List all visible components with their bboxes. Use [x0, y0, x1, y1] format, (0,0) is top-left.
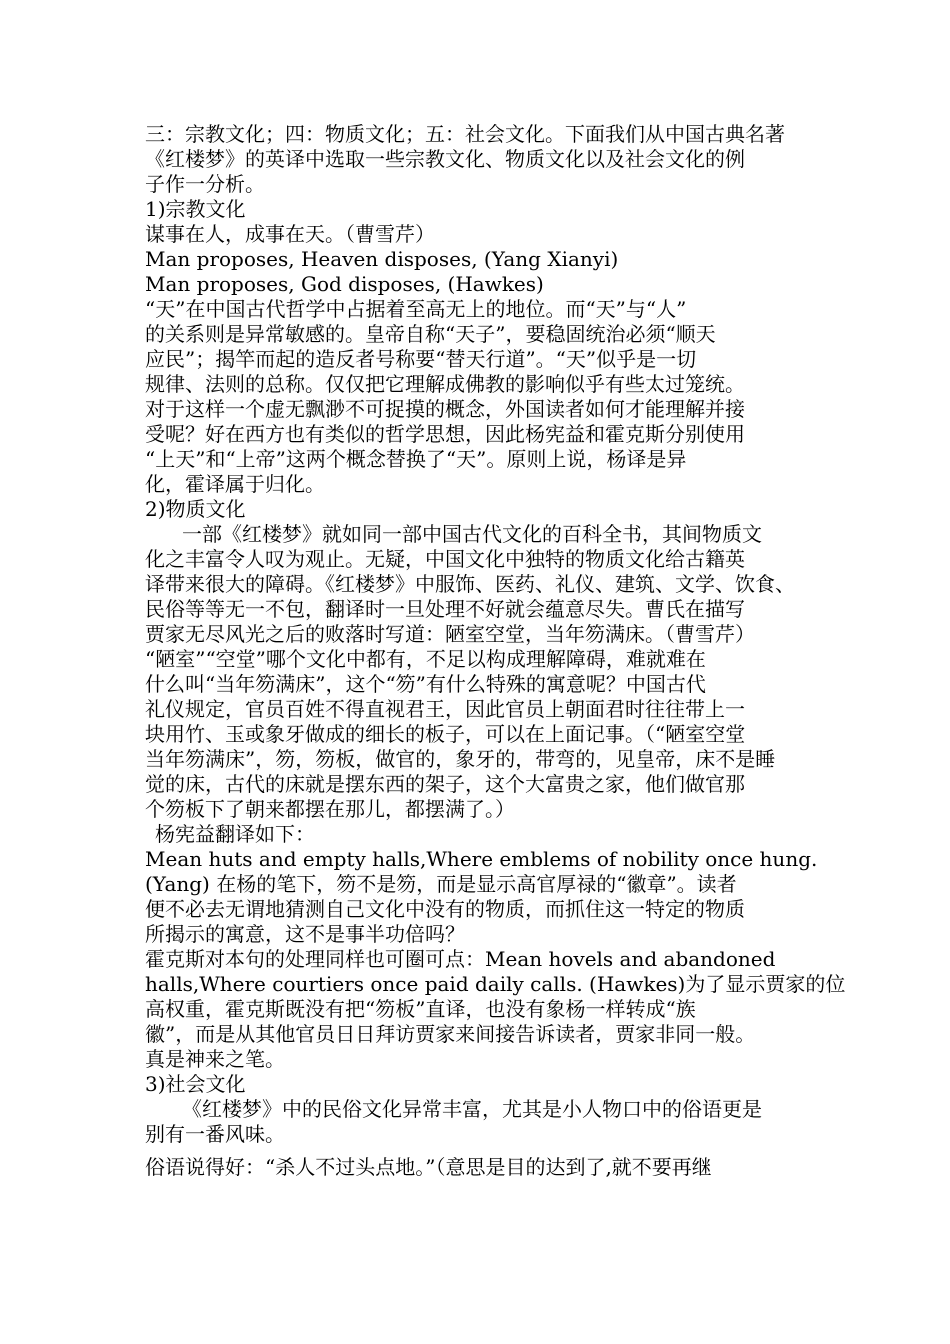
text-line: 的关系则是异常敏感的。皇帝自称“天子”，要稳固统治必须“顺天 [145, 322, 716, 346]
text-line: 《红楼梦》的英译中选取一些宗教文化、物质文化以及社会文化的例 [145, 147, 745, 171]
text-line: 谋事在人，成事在天。（曹雪芹） [145, 222, 435, 246]
text-line: 一部《红楼梦》就如同一部中国古代文化的百科全书，其间物质文 [182, 522, 762, 546]
text-line: 真是神来之笔。 [145, 1047, 285, 1071]
text-line: 受呢？好在西方也有类似的哲学思想，因此杨宪益和霍克斯分别使用 [145, 422, 745, 446]
text-line: 礼仪规定，官员百姓不得直视君王，因此官员上朝面君时往往带上一 [145, 697, 745, 721]
text-line: 《红楼梦》中的民俗文化异常丰富，尤其是小人物口中的俗语更是 [182, 1097, 762, 1121]
text-line: halls,Where courtiers once paid daily calls. (Hawkes)为了显示贾家的位 [145, 972, 846, 996]
text-line: (Yang) 在杨的笔下，笏不是笏，而是显示高官厚禄的“徽章”。读者 [145, 872, 737, 896]
text-line: 对于这样一个虚无飘渺不可捉摸的概念，外国读者如何才能理解并接 [145, 397, 745, 421]
text-line: 所揭示的寓意，这不是事半功倍吗？ [145, 922, 465, 946]
text-line: 化，霍译属于归化。 [145, 472, 325, 496]
translation-hawkes: Man proposes, God disposes, (Hawkes) [145, 272, 544, 296]
text-line: 个笏板下了朝来都摆在那儿，都摆满了。） [145, 797, 515, 821]
text-line: 子作一分析。 [145, 172, 265, 196]
paragraph-gap [145, 1147, 825, 1155]
text-line: 徽”，而是从其他官员日日拜访贾家来间接告诉读者，贾家非同一般。 [145, 1022, 756, 1046]
text-line: 别有一番风味。 [145, 1122, 285, 1146]
text-line: “上天”和“上帝”这两个概念替换了“天”。原则上说，杨译是异 [145, 447, 687, 471]
text-line: 民俗等等无一不包，翻译时一旦处理不好就会蕴意尽失。曹氏在描写 [145, 597, 745, 621]
text-line: 俗语说得好：“杀人不过头点地。”（意思是目的达到了,就不要再继 [145, 1155, 712, 1179]
text-line: 贾家无尽风光之后的败落时写道：陋室空堂，当年笏满床。（曹雪芹） [145, 622, 755, 646]
text-line: 三：宗教文化；四：物质文化；五：社会文化。下面我们从中国古典名著 [145, 122, 785, 146]
text-line: 霍克斯对本句的处理同样也可圈可点：Mean hovels and abandoned [145, 947, 776, 971]
translation-yang-huts: Mean huts and empty halls,Where emblems of nobility once hung. [145, 847, 818, 871]
text-line: 高权重，霍克斯既没有把“笏板”直译，也没有象杨一样转成“族 [145, 997, 696, 1021]
text-line: 译带来很大的障碍。《红楼梦》中服饰、医药、礼仪、建筑、文学、饮食、 [145, 572, 795, 596]
text-line: “天”在中国古代哲学中占据着至高无上的地位。而“天”与“人” [145, 297, 687, 321]
document-page [145, 122, 846, 1180]
text-line: “陋室”“空堂”哪个文化中都有，不足以构成理解障碍，难就难在 [145, 647, 706, 671]
text-line: 块用竹、玉或象牙做成的细长的板子，可以在上面记事。（“陋室空堂 [145, 722, 746, 746]
text-line: 应民”；揭竿而起的造反者号称要“替天行道”。“天”似乎是一切 [145, 347, 697, 371]
section-heading-religious: 1)宗教文化 [145, 197, 246, 221]
text-line: 什么叫“当年笏满床”，这个“笏”有什么特殊的寓意呢？中国古代 [145, 672, 706, 696]
text-line: 当年笏满床”，笏，笏板，做官的，象牙的，带弯的，见皇帝，床不是睡 [145, 747, 776, 771]
text-line: 杨宪益翻译如下： [155, 822, 315, 846]
text-line: 化之丰富令人叹为观止。无疑，中国文化中独特的物质文化给古籍英 [145, 547, 745, 571]
text-line: 觉的床，古代的床就是摆东西的架子，这个大富贵之家，他们做官那 [145, 772, 745, 796]
text-line: 规律、法则的总称。仅仅把它理解成佛教的影响似乎有些太过笼统。 [145, 372, 745, 396]
translation-yang: Man proposes, Heaven disposes, (Yang Xianyi) [145, 247, 619, 271]
section-heading-material: 2)物质文化 [145, 497, 246, 521]
text-line: 便不必去无谓地猜测自己文化中没有的物质，而抓住这一特定的物质 [145, 897, 745, 921]
section-heading-social: 3)社会文化 [145, 1072, 246, 1096]
